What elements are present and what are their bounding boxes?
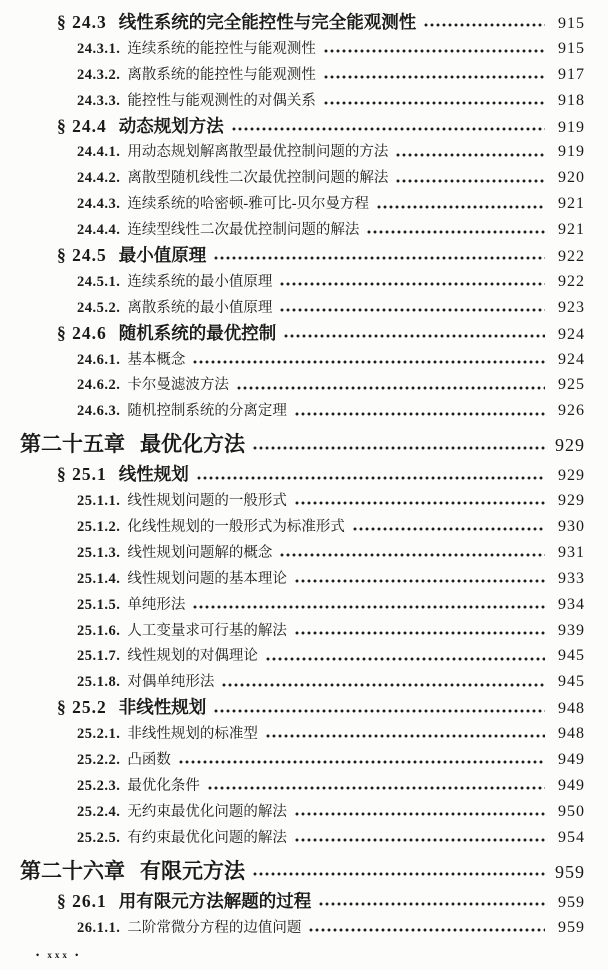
dot-leader — [294, 398, 545, 424]
toc-entry-page: 954 — [558, 828, 585, 846]
toc-entry-number: 24.3.1. — [77, 40, 121, 57]
toc-entry-number: § 24.5 — [57, 245, 107, 266]
toc-entry-title: 动态规划方法 — [118, 115, 224, 136]
toc-entry-number: 25.1.4. — [77, 570, 121, 587]
dot-leader — [265, 643, 545, 669]
toc-entry-title: 连续系统的能控性与能观测性 — [127, 40, 316, 57]
toc-list — [0, 10, 585, 940]
toc-entry — [77, 269, 585, 295]
toc-entry-page: 918 — [558, 91, 585, 109]
toc-entry-page: 926 — [558, 402, 585, 420]
toc-entry — [57, 243, 585, 269]
toc-entry — [77, 165, 585, 191]
toc-entry-number: 24.6.3. — [77, 403, 121, 420]
toc-entry-number: 25.2.1. — [77, 726, 121, 743]
toc-entry-number: 25.1.3. — [77, 544, 121, 561]
toc-entry-page: 959 — [555, 861, 585, 882]
toc-entry-page: 915 — [558, 15, 585, 32]
toc-entry-number: § 25.1 — [57, 464, 107, 485]
dot-leader — [318, 889, 545, 915]
dot-leader — [192, 347, 545, 373]
dot-leader — [279, 295, 545, 321]
toc-entry-page: 921 — [558, 195, 585, 213]
dot-leader — [308, 915, 545, 941]
dot-leader — [236, 372, 545, 398]
toc-entry — [77, 217, 585, 243]
toc-entry-number: 25.1.8. — [77, 674, 121, 691]
dot-leader — [323, 62, 545, 88]
dot-leader — [323, 88, 545, 114]
toc-entry-number: 25.2.5. — [77, 829, 121, 846]
toc-entry-title: 非线性规划的标准型 — [127, 726, 258, 743]
toc-entry-number: 24.4.2. — [77, 170, 121, 187]
toc-entry-page: 922 — [558, 248, 585, 266]
dot-leader — [221, 669, 545, 695]
toc-entry — [77, 62, 585, 88]
toc-entry-number: 25.2.4. — [77, 803, 121, 820]
toc-entry-number: 25.1.7. — [77, 648, 121, 665]
toc-entry-number: 25.1.5. — [77, 596, 121, 613]
toc-entry-title: 连续型线性二次最优控制问题的解法 — [127, 222, 360, 239]
toc-entry-number: 24.3.2. — [77, 66, 121, 83]
toc-entry-title: 用有限元方法解题的过程 — [118, 890, 312, 911]
toc-entry-number: 25.1.2. — [77, 519, 121, 536]
toc-entry-title: 离散系统的最小值原理 — [127, 299, 273, 316]
dot-leader — [252, 857, 545, 887]
dot-leader — [213, 695, 545, 721]
toc-entry-title: 凸函数 — [127, 752, 171, 769]
toc-entry-title: 化线性规划的一般形式为标准形式 — [127, 519, 345, 536]
toc-entry-number: 24.5.1. — [77, 273, 121, 290]
toc-entry-page: 923 — [558, 298, 585, 316]
toc-entry — [20, 857, 585, 887]
toc-entry-title: 线性规划问题的基本理论 — [127, 570, 287, 587]
toc-entry-page: 950 — [558, 802, 585, 820]
dot-leader — [279, 269, 545, 295]
toc-entry — [77, 88, 585, 114]
toc-entry-page: 924 — [558, 325, 585, 343]
toc-entry — [77, 592, 585, 618]
toc-entry-page: 917 — [558, 65, 585, 83]
toc-entry-title: 用动态规划解离散型最优控制问题的方法 — [127, 144, 389, 161]
toc-entry-title: 离散型随机线性二次最优控制问题的解法 — [127, 170, 389, 187]
toc-entry — [77, 514, 585, 540]
dot-leader — [196, 462, 545, 488]
toc-entry-title: 最小值原理 — [118, 245, 207, 266]
dot-leader — [294, 566, 545, 592]
toc-entry — [77, 488, 585, 514]
toc-entry-title: 线性规划问题解的概念 — [127, 544, 273, 561]
toc-entry — [77, 36, 585, 62]
dot-leader — [294, 488, 545, 514]
dot-leader — [376, 191, 545, 217]
toc-entry-page: 925 — [558, 376, 585, 394]
toc-entry-number: 25.1.1. — [77, 493, 121, 510]
toc-entry-number: § 25.2 — [57, 697, 107, 718]
dot-leader — [207, 773, 545, 799]
toc-entry-page: 959 — [558, 893, 585, 911]
toc-entry-number: 24.6.2. — [77, 377, 121, 394]
toc-entry — [57, 889, 585, 915]
toc-entry — [77, 139, 585, 165]
toc-entry-number: 第二十六章 — [20, 859, 125, 883]
toc-entry-title: 二阶常微分方程的边值问题 — [127, 919, 302, 936]
dot-leader — [265, 721, 545, 747]
toc-entry-page: 948 — [558, 700, 585, 718]
toc-entry-number: 24.3.3. — [77, 92, 121, 109]
toc-entry-number: 第二十五章 — [20, 433, 125, 457]
toc-entry-title: 连续系统的最小值原理 — [127, 273, 273, 290]
dot-leader — [231, 114, 545, 140]
toc-entry — [57, 695, 585, 721]
toc-entry-title: 卡尔曼滤波方法 — [127, 377, 229, 394]
toc-entry-number: § 24.4 — [57, 115, 107, 136]
dot-leader — [283, 321, 545, 347]
toc-entry-page: 919 — [558, 143, 585, 161]
toc-entry-title: 有约束最优化问题的解法 — [127, 829, 287, 846]
toc-entry-page: 930 — [558, 518, 585, 536]
dot-leader — [294, 799, 545, 825]
toc-entry — [77, 669, 585, 695]
toc-entry-page: 949 — [558, 751, 585, 769]
toc-entry — [77, 295, 585, 321]
toc-entry-number: 24.4.3. — [77, 196, 121, 213]
toc-entry-title: 最优化条件 — [127, 777, 200, 794]
toc-entry-page: 929 — [558, 467, 585, 485]
dot-leader — [352, 514, 545, 540]
toc-entry — [77, 191, 585, 217]
toc-entry-title: 随机系统的最优控制 — [118, 322, 277, 343]
toc-entry — [77, 618, 585, 644]
dot-leader — [213, 243, 545, 269]
toc-entry-page: 948 — [558, 725, 585, 743]
toc-entry-page: 929 — [555, 435, 585, 456]
toc-entry — [77, 915, 585, 941]
toc-entry-page: 945 — [558, 647, 585, 665]
toc-entry-title: 基本概念 — [127, 351, 186, 368]
toc-entry-title: 人工变量求可行基的解法 — [127, 622, 287, 639]
toc-entry-title: 对偶单纯形法 — [127, 674, 215, 691]
toc-entry — [57, 114, 585, 140]
toc-entry-page: 933 — [558, 569, 585, 587]
dot-leader — [395, 139, 545, 165]
toc-entry-title: 非线性规划 — [118, 697, 207, 718]
toc-entry-title: 最优化方法 — [140, 433, 245, 457]
toc-entry-number: § 24.6 — [57, 322, 107, 343]
toc-entry-number: § 24.3 — [57, 12, 107, 32]
toc-entry-page: 919 — [558, 118, 585, 136]
toc-entry — [77, 398, 585, 424]
toc-entry-page: 922 — [558, 272, 585, 290]
toc-entry-title: 线性规划问题的一般形式 — [127, 493, 287, 510]
page-number-footer: • xxx • — [36, 950, 82, 960]
toc-entry-number: 25.2.3. — [77, 777, 121, 794]
toc-entry — [77, 540, 585, 566]
toc-entry-page: 921 — [558, 221, 585, 239]
toc-entry-page: 929 — [558, 492, 585, 510]
toc-entry — [77, 643, 585, 669]
toc-entry-page: 931 — [558, 543, 585, 561]
toc-entry-number: 25.1.6. — [77, 622, 121, 639]
toc-entry — [57, 321, 585, 347]
toc-entry — [77, 773, 585, 799]
toc-entry-page: 939 — [558, 621, 585, 639]
toc-entry-number: 24.4.4. — [77, 222, 121, 239]
toc-entry-title: 线性规划的对偶理论 — [127, 648, 258, 665]
toc-entry-number: 24.6.1. — [77, 351, 121, 368]
toc-entry — [57, 462, 585, 488]
toc-entry-page: 945 — [558, 673, 585, 691]
toc-entry-page: 915 — [558, 39, 585, 57]
dot-leader — [294, 825, 545, 851]
toc-entry-title: 线性系统的完全能控性与完全能观测性 — [118, 12, 417, 32]
dot-leader — [366, 217, 545, 243]
dot-leader — [323, 36, 545, 62]
dot-leader — [178, 747, 545, 773]
toc-entry-number: 24.5.2. — [77, 299, 121, 316]
dot-leader — [192, 592, 545, 618]
toc-entry — [77, 721, 585, 747]
toc-entry-number: § 26.1 — [57, 890, 107, 911]
toc-entry — [57, 10, 585, 36]
toc-entry-title: 连续系统的哈密顿-雅可比-贝尔曼方程 — [127, 196, 370, 213]
toc-entry — [77, 347, 585, 373]
dot-leader — [294, 618, 545, 644]
toc-entry — [77, 747, 585, 773]
toc-entry-page: 934 — [558, 595, 585, 613]
toc-entry-title: 能控性与能观测性的对偶关系 — [127, 92, 316, 109]
dot-leader — [395, 165, 545, 191]
toc-entry-number: 25.2.2. — [77, 752, 121, 769]
toc-entry — [77, 372, 585, 398]
toc-entry — [77, 566, 585, 592]
toc-entry-title: 无约束最优化问题的解法 — [127, 803, 287, 820]
dot-leader — [279, 540, 545, 566]
dot-leader — [423, 10, 545, 36]
toc-entry — [77, 799, 585, 825]
dot-leader — [252, 430, 545, 460]
toc-entry-number: 26.1.1. — [77, 919, 121, 936]
toc-entry-page: 924 — [558, 350, 585, 368]
toc-entry — [77, 825, 585, 851]
toc-entry — [20, 430, 585, 460]
toc-entry-title: 单纯形法 — [127, 596, 186, 613]
toc-entry-title: 有限元方法 — [140, 859, 245, 883]
toc-entry-title: 线性规划 — [118, 464, 189, 485]
toc-entry-title: 离散系统的能控性与能观测性 — [127, 66, 316, 83]
toc-entry-page: 959 — [558, 918, 585, 936]
toc-entry-page: 949 — [558, 776, 585, 794]
toc-entry-title: 随机控制系统的分离定理 — [127, 403, 287, 420]
toc-entry-page: 920 — [558, 169, 585, 187]
toc-entry-number: 24.4.1. — [77, 144, 121, 161]
